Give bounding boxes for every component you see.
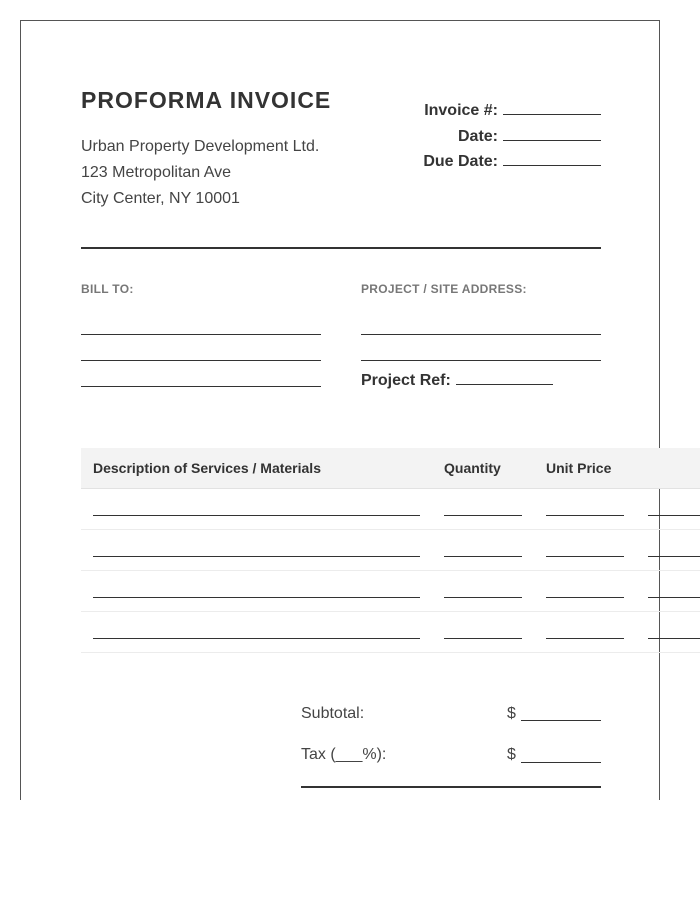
row-2-description-field[interactable]: [93, 556, 420, 557]
table-row: [81, 570, 700, 571]
row-2-quantity-field[interactable]: [444, 556, 522, 557]
bill-to-line-3[interactable]: [81, 386, 321, 387]
row-2-unit-price-field[interactable]: [546, 556, 624, 557]
bill-to-line-1[interactable]: [81, 334, 321, 335]
column-unit-price: Unit Price: [546, 460, 612, 476]
invoice-number-field[interactable]: [503, 100, 601, 115]
totals-divider: [301, 786, 601, 788]
bill-to-label: BILL TO:: [81, 282, 134, 296]
items-table-header: [81, 448, 700, 489]
company-address-line2: City Center, NY 10001: [81, 190, 240, 207]
project-ref-field[interactable]: [456, 370, 553, 385]
bill-to-line-2[interactable]: [81, 360, 321, 361]
project-address-line-2[interactable]: [361, 360, 601, 361]
project-address-label: PROJECT / SITE ADDRESS:: [361, 282, 527, 296]
table-row: [81, 652, 700, 653]
due-date-row: [423, 151, 601, 171]
row-4-description-field[interactable]: [93, 638, 420, 639]
row-4-unit-price-field[interactable]: [546, 638, 624, 639]
company-address-line1: 123 Metropolitan Ave: [81, 164, 232, 181]
table-row: [81, 529, 700, 530]
row-4-amount-field[interactable]: [648, 638, 700, 639]
project-ref-row: [361, 370, 553, 390]
row-1-unit-price-field[interactable]: [546, 515, 624, 516]
row-3-amount-field[interactable]: [648, 597, 700, 598]
project-address-line-1[interactable]: [361, 334, 601, 335]
tax-field[interactable]: [521, 762, 601, 763]
row-1-amount-field[interactable]: [648, 515, 700, 516]
project-ref-label: Project Ref:: [361, 372, 451, 389]
date-row: [458, 126, 601, 146]
tax-currency: $: [507, 746, 516, 763]
company-name: Urban Property Development Ltd.: [81, 138, 320, 155]
date-field[interactable]: [503, 126, 601, 141]
row-2-amount-field[interactable]: [648, 556, 700, 557]
subtotal-currency: $: [507, 705, 516, 722]
table-row: [81, 611, 700, 612]
row-3-unit-price-field[interactable]: [546, 597, 624, 598]
column-description: Description of Services / Materials: [93, 460, 321, 476]
invoice-title: PROFORMA INVOICE: [81, 87, 332, 113]
row-4-quantity-field[interactable]: [444, 638, 522, 639]
invoice-number-row: [424, 100, 601, 120]
header-divider: [81, 247, 601, 249]
row-3-description-field[interactable]: [93, 597, 420, 598]
row-3-quantity-field[interactable]: [444, 597, 522, 598]
row-1-quantity-field[interactable]: [444, 515, 522, 516]
subtotal-field[interactable]: [521, 720, 601, 721]
tax-label: Tax (___%):: [301, 746, 387, 763]
invoice-number-label: Invoice #:: [424, 102, 498, 119]
column-quantity: Quantity: [444, 460, 501, 476]
due-date-label: Due Date:: [423, 153, 498, 170]
due-date-field[interactable]: [503, 151, 601, 166]
subtotal-label: Subtotal:: [301, 705, 365, 722]
date-label: Date:: [457, 128, 498, 145]
row-1-description-field[interactable]: [93, 515, 420, 516]
